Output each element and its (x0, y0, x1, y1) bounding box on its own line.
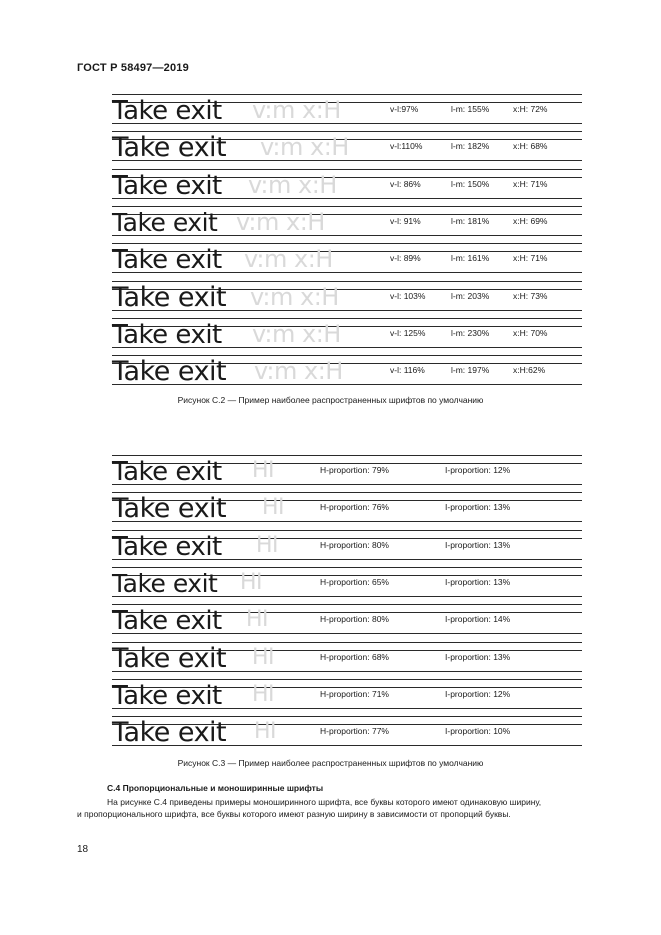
ghost-reference-glyphs: HI (246, 607, 269, 633)
figure_c2-row (112, 355, 582, 392)
figure_c2-row (112, 281, 582, 318)
figure_c2-row (112, 169, 582, 206)
figure_c2-row (112, 243, 582, 280)
metric-h-proportion: H-proportion: 76% (320, 502, 389, 513)
metric-h-proportion: H-proportion: 80% (320, 614, 389, 625)
figure_c2-row (112, 206, 582, 243)
metric-v-l: v-l: 86% (390, 178, 421, 189)
metric-h-proportion: H-proportion: 68% (320, 651, 389, 662)
metric-h-proportion: H-proportion: 80% (320, 539, 389, 550)
font-sample: Take exit (112, 281, 227, 313)
guide-line (112, 679, 582, 680)
metric-i-proportion: I-proportion: 14% (445, 614, 511, 625)
metric-i-proportion: I-proportion: 12% (445, 465, 511, 475)
font-sample: Take exit (112, 717, 227, 749)
figure_c3-row (112, 679, 582, 716)
metric-v-l: v-l: 116% (390, 365, 425, 376)
guide-line (112, 567, 582, 568)
ghost-reference-glyphs: HI (262, 495, 285, 521)
figure_c3-row (112, 530, 582, 567)
metric-i-proportion: I-proportion: 12% (445, 688, 511, 699)
figure-c2-caption: Рисунок С.2 — Пример наиболее распространенных шрифтов по умолчанию (177, 395, 484, 405)
ghost-reference-glyphs: HI (240, 569, 263, 595)
metric-v-l: v-l: 91% (390, 215, 421, 226)
metric-l-m: l-m: 150% (451, 178, 490, 189)
guide-line (112, 318, 582, 319)
metric-v-l: v-l: 125% (390, 327, 426, 338)
font-sample: Take exit (112, 531, 222, 562)
guide-line (112, 243, 582, 244)
metric-i-proportion: I-proportion: 13% (445, 502, 511, 513)
font-sample: Take exit (112, 356, 227, 388)
figure_c3-row (112, 642, 582, 679)
font-sample: Take exit (112, 642, 227, 674)
font-sample: Take exit (112, 96, 222, 126)
metric-x-h: x:H: 70% (513, 327, 548, 338)
figure_c3-row (112, 492, 582, 529)
ghost-reference-glyphs: v:m x:H (252, 96, 341, 124)
metric-v-l: v-l:97% (390, 104, 419, 114)
font-sample: Take exit (112, 457, 222, 487)
font-sample: Take exit (112, 606, 222, 637)
figure-c3-caption: Рисунок С.3 — Пример наиболее распространенных шрифтов по умолчанию (177, 758, 484, 768)
ghost-reference-glyphs: v:m x:H (244, 245, 333, 274)
figure_c3-row (112, 455, 582, 492)
metric-x-h: x:H: 72% (513, 104, 548, 114)
guide-line (112, 94, 582, 95)
ghost-reference-glyphs: HI (252, 644, 275, 670)
metric-v-l: v-l: 89% (390, 253, 421, 264)
metric-l-m: l-m: 230% (451, 327, 490, 338)
metric-x-h: x:H:62% (513, 365, 546, 376)
metric-v-l: v-l:110% (390, 141, 423, 152)
ghost-reference-glyphs: v:m x:H (248, 170, 337, 199)
font-sample: Take exit (112, 132, 227, 164)
metric-x-h: x:H: 71% (513, 178, 548, 189)
figure-c3 (112, 455, 582, 749)
metric-x-h: x:H: 73% (513, 290, 548, 301)
metric-l-m: l-m: 203% (451, 290, 490, 301)
metric-i-proportion: I-proportion: 10% (445, 726, 511, 737)
font-sample: Take exit (112, 568, 218, 598)
font-sample: Take exit (112, 493, 227, 525)
ghost-reference-glyphs: HI (256, 532, 279, 558)
ghost-reference-glyphs: v:m x:H (260, 133, 349, 162)
figure_c3-row (112, 716, 582, 753)
figure_c2-row (112, 131, 582, 168)
document-header: ГОСТ Р 58497—2019 (77, 62, 189, 74)
ghost-reference-glyphs: v:m x:H (254, 357, 343, 386)
metric-h-proportion: H-proportion: 77% (320, 726, 389, 737)
section-title: С.4 Пропорциональные и моноширинные шрифты (107, 783, 324, 793)
figure_c2-row (112, 94, 582, 131)
metric-h-proportion: H-proportion: 79% (320, 465, 389, 475)
metric-i-proportion: I-proportion: 13% (445, 539, 511, 550)
metric-l-m: l-m: 197% (451, 365, 490, 376)
guide-line (112, 530, 582, 531)
guide-line (112, 604, 582, 605)
guide-line (112, 455, 582, 456)
metric-l-m: l-m: 161% (451, 253, 490, 264)
paragraph-line-2: и пропорционального шрифта, все буквы которого имеют разную ширину в зависимости от пропорций буквы. (77, 809, 511, 819)
ghost-reference-glyphs: HI (254, 719, 277, 745)
paragraph-line-1: На рисунке С.4 приведены примеры моноширинного шрифта, все буквы которого имеют одинаковую ширину, (107, 797, 542, 807)
figure_c3-row (112, 604, 582, 641)
font-sample: Take exit (112, 170, 222, 201)
ghost-reference-glyphs: HI (252, 681, 275, 707)
figure-c2 (112, 94, 582, 388)
ghost-reference-glyphs: HI (252, 458, 275, 483)
figure_c3-row (112, 567, 582, 604)
font-sample: Take exit (112, 207, 218, 237)
metric-i-proportion: I-proportion: 13% (445, 576, 511, 587)
figure_c2-row (112, 318, 582, 355)
metric-l-m: l-m: 182% (451, 141, 490, 152)
ghost-reference-glyphs: v:m x:H (252, 319, 341, 348)
metric-l-m: l-m: 181% (451, 215, 490, 226)
metric-x-h: x:H: 71% (513, 253, 548, 264)
ghost-reference-glyphs: v:m x:H (250, 282, 339, 311)
metric-h-proportion: H-proportion: 71% (320, 688, 389, 699)
metric-x-h: x:H: 69% (513, 215, 548, 226)
metric-v-l: v-l: 103% (390, 290, 426, 301)
font-sample: Take exit (112, 680, 222, 711)
metric-h-proportion: H-proportion: 65% (320, 576, 389, 587)
guide-line (112, 169, 582, 170)
ghost-reference-glyphs: v:m x:H (236, 207, 325, 236)
metric-x-h: x:H: 68% (513, 141, 548, 152)
font-sample: Take exit (112, 245, 222, 276)
page-number: 18 (77, 844, 89, 855)
metric-l-m: l-m: 155% (451, 104, 490, 114)
metric-i-proportion: I-proportion: 13% (445, 651, 511, 662)
font-sample: Take exit (112, 319, 222, 350)
guide-line (112, 206, 582, 207)
